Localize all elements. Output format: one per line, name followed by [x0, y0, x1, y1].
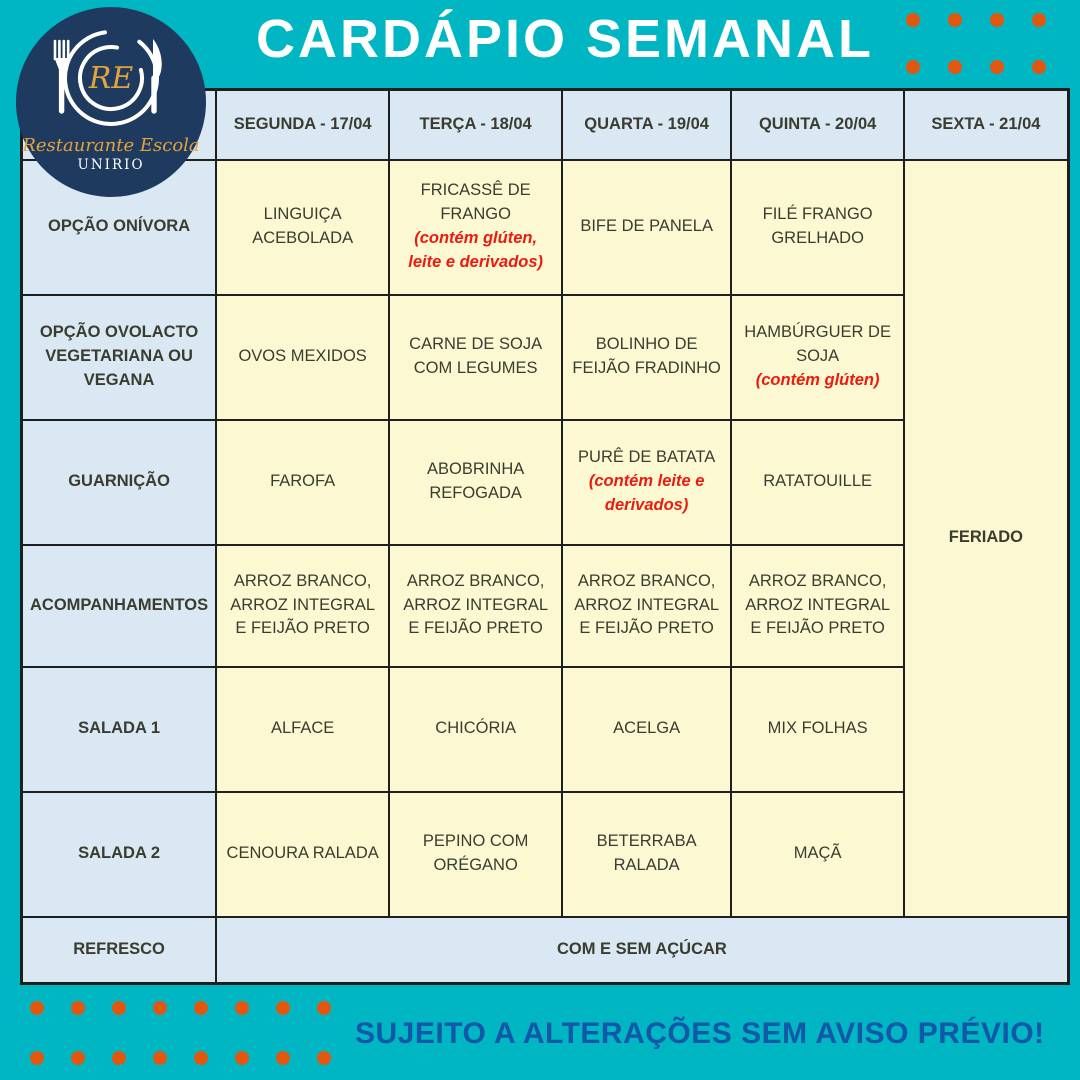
menu-cell	[731, 792, 904, 917]
dot	[112, 1001, 126, 1015]
menu-cell	[216, 295, 389, 420]
menu-cell	[731, 420, 904, 545]
dish-text: PURÊ DE BATATA	[578, 448, 716, 467]
dish-text: ALFACE	[271, 719, 335, 738]
dot	[990, 13, 1004, 27]
row-label: OPÇÃO ONÍVORA	[22, 160, 217, 295]
dot-grid-bottom-left	[30, 1001, 331, 1065]
menu-cell	[731, 667, 904, 792]
dot	[1032, 60, 1046, 74]
menu-cell	[389, 160, 562, 295]
dot	[153, 1001, 167, 1015]
dot	[317, 1001, 331, 1015]
dish-text: ARROZ BRANCO, ARROZ INTEGRAL E FEIJÃO PRETO	[230, 571, 376, 638]
menu-cell	[562, 667, 731, 792]
allergen-note: (contém leite e derivados)	[588, 472, 705, 514]
allergen-note: (contém glúten)	[755, 370, 880, 389]
dish-text: FILÉ FRANGO GRELHADO	[762, 205, 873, 247]
row-label: SALADA 1	[22, 667, 217, 792]
menu-cell	[216, 667, 389, 792]
dish-text: ARROZ BRANCO, ARROZ INTEGRAL E FEIJÃO PRETO	[745, 571, 891, 638]
row-label: SALADA 2	[22, 792, 217, 917]
dish-text: LINGUIÇA ACEBOLADA	[252, 205, 354, 247]
dot	[276, 1001, 290, 1015]
dish-text: CHICÓRIA	[435, 719, 516, 738]
dot	[1032, 13, 1046, 27]
dish-text: CENOURA RALADA	[226, 844, 379, 863]
weekly-menu-table	[20, 88, 1070, 985]
logo-initials: RE	[88, 61, 134, 96]
dish-text: BOLINHO DE FEIJÃO FRADINHO	[572, 335, 721, 377]
dot	[906, 60, 920, 74]
logo-org: UNIRIO	[77, 157, 145, 173]
dot	[990, 60, 1004, 74]
dish-text: FAROFA	[270, 472, 336, 491]
menu-cell	[731, 545, 904, 667]
page-title: CARDÁPIO SEMANAL	[255, 9, 874, 69]
day-header-monday: SEGUNDA - 17/04	[216, 90, 389, 160]
menu-cell	[562, 295, 731, 420]
dish-text: OVOS MEXIDOS	[238, 347, 367, 366]
menu-cell	[562, 420, 731, 545]
menu-cell	[562, 160, 731, 295]
dish-text: ACELGA	[613, 719, 681, 738]
dot	[71, 1001, 85, 1015]
menu-cell	[731, 160, 904, 295]
row-label: ACOMPANHAMENTOS	[22, 545, 217, 667]
dish-text: PEPINO COM ORÉGANO	[422, 832, 529, 874]
dish-text: ARROZ BRANCO, ARROZ INTEGRAL E FEIJÃO PRETO	[574, 571, 720, 638]
logo-name: Restaurante Escola	[22, 135, 200, 156]
row-label: GUARNIÇÃO	[22, 420, 217, 545]
disclaimer-text: SUJEITO A ALTERAÇÕES SEM AVISO PRÉVIO!	[355, 1017, 1045, 1050]
row-label: REFRESCO	[22, 917, 217, 984]
dish-text: CARNE DE SOJA COM LEGUMES	[409, 335, 543, 377]
day-header-thursday: QUINTA - 20/04	[731, 90, 904, 160]
day-header-friday: SEXTA - 21/04	[904, 90, 1068, 160]
dish-text: BETERRABA RALADA	[596, 832, 697, 874]
dot	[30, 1001, 44, 1015]
day-header-tuesday: TERÇA - 18/04	[389, 90, 562, 160]
dish-text: ARROZ BRANCO, ARROZ INTEGRAL E FEIJÃO PRETO	[403, 571, 549, 638]
menu-cell	[389, 295, 562, 420]
dot	[30, 1051, 44, 1065]
dish-text: HAMBÚRGUER DE SOJA	[744, 323, 891, 366]
menu-cell	[389, 667, 562, 792]
menu-cell	[389, 545, 562, 667]
dish-text: MIX FOLHAS	[767, 719, 868, 738]
row-refresco	[22, 917, 1069, 984]
dish-text: RATATOUILLE	[763, 472, 873, 491]
dish-text: MAÇÃ	[793, 844, 842, 863]
dot	[153, 1051, 167, 1065]
dot	[276, 1051, 290, 1065]
dot	[235, 1001, 249, 1015]
dot	[317, 1051, 331, 1065]
dish-text: ABOBRINHA REFOGADA	[427, 460, 525, 502]
menu-cell	[562, 545, 731, 667]
menu-cell	[389, 420, 562, 545]
dot	[71, 1051, 85, 1065]
menu-cell	[216, 545, 389, 667]
dot	[906, 13, 920, 27]
menu-cell	[216, 160, 389, 295]
menu-cell	[216, 420, 389, 545]
day-header-wednesday: QUARTA - 19/04	[562, 90, 731, 160]
dot-grid-top-right	[906, 13, 1046, 74]
dot	[112, 1051, 126, 1065]
dish-text: BIFE DE PANELA	[580, 217, 713, 236]
dot	[948, 13, 962, 27]
dot	[235, 1051, 249, 1065]
menu-cell	[216, 792, 389, 917]
allergen-note: (contém glúten, leite e derivados)	[408, 229, 544, 271]
dot	[194, 1001, 208, 1015]
dot	[948, 60, 962, 74]
row-label: OPÇÃO OVOLACTO VEGETARIANA OU VEGANA	[22, 295, 217, 420]
restaurant-logo	[15, 7, 207, 199]
menu-cell	[562, 792, 731, 917]
dish-text: FRICASSÊ DE FRANGO	[420, 181, 531, 224]
menu-cell	[389, 792, 562, 917]
holiday-cell: FERIADO	[904, 160, 1068, 917]
menu-cell	[731, 295, 904, 420]
dot	[194, 1051, 208, 1065]
refresco-value-cell: COM E SEM AÇÚCAR	[216, 917, 1068, 984]
